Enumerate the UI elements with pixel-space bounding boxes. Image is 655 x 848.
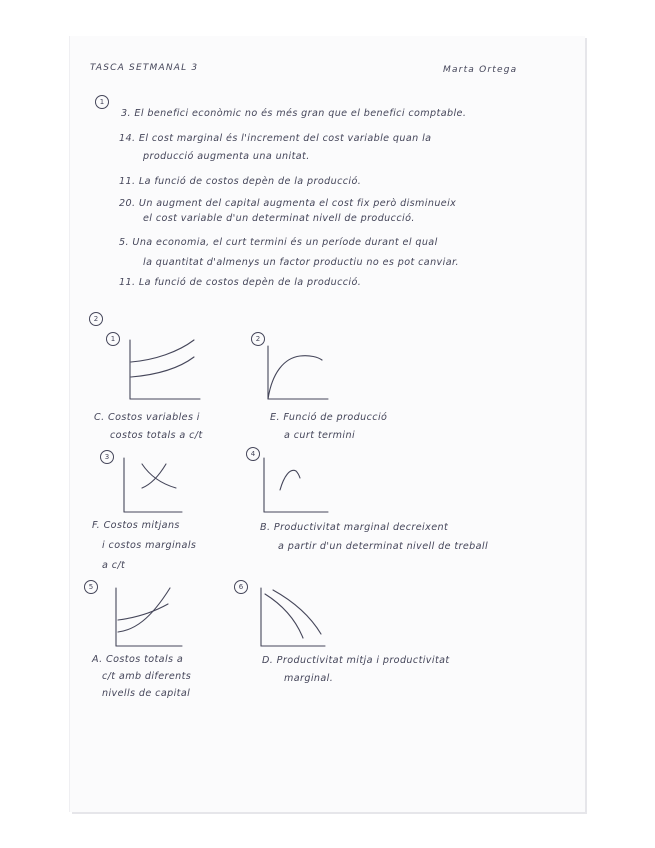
answer-line-1: 3. El benefici econòmic no és més gran que el benefici comptable.: [121, 108, 467, 119]
graph-1-caption-1: C. Costos variables i: [94, 412, 200, 423]
graph-3-sketch: [118, 454, 208, 520]
graph-1-marker: 1: [106, 332, 120, 346]
graph-2-sketch: [262, 338, 352, 404]
graph-6-sketch: [255, 584, 345, 652]
answer-line-8: la quantitat d'almenys un factor productiu no es pot canviar.: [143, 257, 459, 268]
section-1-marker: 1: [95, 95, 109, 109]
graph-2-caption-2: a curt termini: [284, 430, 356, 441]
graph-5-sketch: [110, 584, 200, 652]
author-name: Marta Ortega: [443, 65, 518, 75]
graph-5-caption-3: nivells de capital: [102, 688, 191, 699]
graph-2-caption-1: E. Funció de producció: [270, 412, 388, 423]
graph-2-marker: 2: [251, 332, 265, 346]
graph-3-marker: 3: [100, 450, 114, 464]
graph-4-caption-2: a partir d'un determinat nivell de treball: [278, 541, 489, 552]
graph-5-marker: 5: [84, 580, 98, 594]
graph-3-caption-3: a c/t: [102, 560, 126, 571]
graph-3-caption-2: i costos marginals: [102, 540, 197, 551]
answer-line-9: 11. La funció de costos depèn de la producció.: [119, 277, 362, 288]
answer-line-3: producció augmenta una unitat.: [143, 151, 310, 162]
graph-6-caption-2: marginal.: [284, 673, 334, 684]
graph-3-caption-1: F. Costos mitjans: [92, 520, 180, 531]
answer-line-2: 14. El cost marginal és l'increment del cost variable quan la: [119, 133, 432, 144]
section-2-marker: 2: [89, 312, 103, 326]
graph-4-caption-1: B. Productivitat marginal decreixent: [260, 522, 449, 533]
graph-1-sketch: [120, 338, 210, 404]
answer-line-4: 11. La funció de costos depèn de la producció.: [119, 176, 362, 187]
answer-line-7: 5. Una economia, el curt termini és un període durant el qual: [119, 237, 438, 248]
graph-6-caption-1: D. Productivitat mitja i productivitat: [262, 655, 450, 666]
graph-4-sketch: [258, 454, 348, 520]
assignment-title: TASCA SETMANAL 3: [90, 63, 199, 73]
answer-line-5: 20. Un augment del capital augmenta el cost fix però disminueix: [119, 198, 457, 209]
graph-4-marker: 4: [246, 447, 260, 461]
answer-line-6: el cost variable d'un determinat nivell de producció.: [143, 213, 415, 224]
graph-5-caption-2: c/t amb diferents: [102, 671, 192, 682]
graph-5-caption-1: A. Costos totals a: [92, 654, 184, 665]
graph-1-caption-2: costos totals a c/t: [110, 430, 203, 441]
graph-6-marker: 6: [234, 580, 248, 594]
